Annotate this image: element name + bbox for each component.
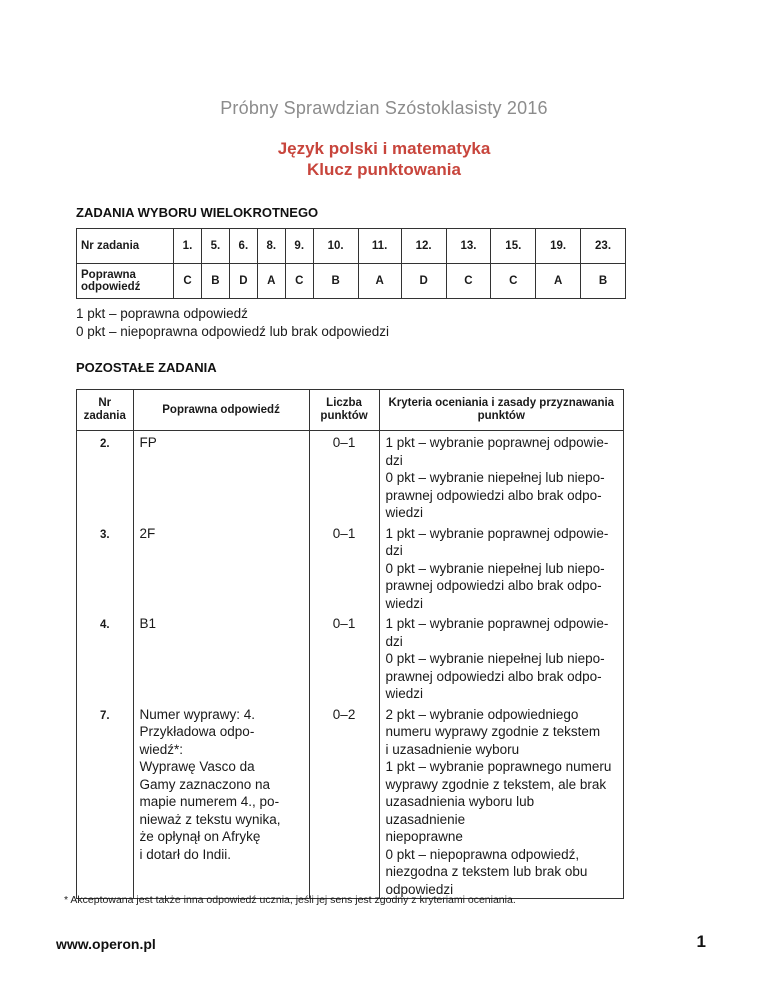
criteria-line: wiedzi xyxy=(385,686,424,701)
scoring-criteria xyxy=(379,703,623,899)
document-subtitle: Klucz punktowania xyxy=(307,160,461,179)
answer-cell: A xyxy=(358,264,401,299)
other-tasks-heading: POZOSTAŁE ZADANIA xyxy=(76,360,217,375)
header-criteria: Kryteria oceniania i zasady przyznawania punktów xyxy=(379,390,623,431)
header-task-number: Nr zadania xyxy=(77,390,134,431)
correct-answer: FP xyxy=(133,431,309,522)
points-range: 0–1 xyxy=(309,431,379,522)
task-number-cell: 13. xyxy=(446,229,491,264)
page-number: 1 xyxy=(696,932,706,951)
criteria-line: 0 pkt – niepoprawna odpowiedź, xyxy=(385,846,580,862)
answer-cell: B xyxy=(313,264,358,299)
multiple-choice-table xyxy=(76,228,626,299)
task-number-cell: 11. xyxy=(358,229,401,264)
task-number: 2. xyxy=(77,431,134,522)
criteria-line: uzasadnienia wyboru lub uzasadnienie xyxy=(385,794,535,827)
criteria-line: 1 pkt – wybranie poprawnej odpowie- xyxy=(385,616,609,631)
task-number-cell: 9. xyxy=(285,229,313,264)
answer-cell: A xyxy=(536,264,581,299)
criteria-line: prawnej odpowiedzi albo brak odpo- xyxy=(385,668,602,684)
scoring-note-incorrect: 0 pkt – niepoprawna odpowiedź lub brak odpowiedzi xyxy=(76,324,389,339)
task-number-cell: 6. xyxy=(229,229,257,264)
publisher-url: www.operon.pl xyxy=(56,936,156,952)
header-correct-answer: Poprawna odpowiedź xyxy=(133,390,309,431)
header-points: Liczba punktów xyxy=(309,390,379,431)
criteria-line: 0 pkt – wybranie niepełnej lub niepo- xyxy=(385,560,605,576)
scoring-criteria xyxy=(379,431,623,522)
answer-label: Poprawna odpowiedź xyxy=(77,264,174,299)
answer-cell: A xyxy=(257,264,285,299)
task-number-cell: 5. xyxy=(201,229,229,264)
footnote: * Akceptowana jest także inna odpowiedź ucznia, jeśli jej sens jest zgodny z kryteriami oceniania. xyxy=(64,894,516,906)
table-header-row xyxy=(77,390,624,431)
criteria-line: 0 pkt – wybranie niepełnej lub niepo- xyxy=(385,651,605,666)
task-number-cell: 15. xyxy=(491,229,536,264)
criteria-line: prawnej odpowiedzi albo brak odpo- xyxy=(385,487,602,503)
criteria-line: numeru wyprawy zgodnie z tekstem xyxy=(385,724,601,739)
answer-line: Wyprawę Vasco da xyxy=(139,759,255,774)
criteria-line: 1 pkt – wybranie poprawnej odpowie- xyxy=(385,525,609,541)
criteria-line: dzi xyxy=(385,633,403,649)
table-row xyxy=(77,612,624,703)
criteria-line: 1 pkt – wybranie poprawnego numeru xyxy=(385,759,612,774)
criteria-line: niezgodna z tekstem lub brak obu xyxy=(385,864,588,879)
task-number-label: Nr zadania xyxy=(77,229,174,264)
criteria-line: wiedzi xyxy=(385,595,424,611)
criteria-line: wiedzi xyxy=(385,505,424,520)
other-tasks-table xyxy=(76,389,624,899)
answer-cell: D xyxy=(401,264,446,299)
criteria-line: 2 pkt – wybranie odpowiedniego xyxy=(385,706,579,722)
answer-line: mapie numerem 4., po- xyxy=(139,794,280,809)
answer-line: Gamy zaznaczono na xyxy=(139,776,271,792)
criteria-line: dzi xyxy=(385,543,403,558)
task-number-cell: 23. xyxy=(581,229,626,264)
task-number: 7. xyxy=(77,703,134,899)
criteria-line: prawnej odpowiedzi albo brak odpo- xyxy=(385,578,602,593)
correct-answer: 2F xyxy=(133,522,309,613)
task-number-cell: 10. xyxy=(313,229,358,264)
answer-cell: B xyxy=(201,264,229,299)
answer-cell: C xyxy=(491,264,536,299)
answer-cell: B xyxy=(581,264,626,299)
task-number-cell: 19. xyxy=(536,229,581,264)
task-number: 4. xyxy=(77,612,134,703)
correct-answer xyxy=(133,703,309,899)
criteria-line: wyprawy zgodnie z tekstem, ale brak xyxy=(385,776,607,792)
points-range: 0–1 xyxy=(309,612,379,703)
answer-cell: D xyxy=(229,264,257,299)
answer-line: Przykładowa odpo- xyxy=(139,724,255,739)
criteria-line: dzi xyxy=(385,452,403,468)
task-number-cell: 1. xyxy=(174,229,202,264)
scoring-criteria xyxy=(379,522,623,613)
task-number-cell: 8. xyxy=(257,229,285,264)
answer-line: wiedź*: xyxy=(139,741,184,757)
scoring-note-correct: 1 pkt – poprawna odpowiedź xyxy=(76,306,248,321)
answer-line: nieważ z tekstu wynika, xyxy=(139,811,281,827)
task-number-row xyxy=(77,229,626,264)
criteria-line: i uzasadnienie wyboru xyxy=(385,741,520,757)
answer-cell: C xyxy=(285,264,313,299)
answer-line: i dotarł do Indii. xyxy=(139,846,232,862)
answer-row xyxy=(77,264,626,299)
task-number-cell: 12. xyxy=(401,229,446,264)
table-row xyxy=(77,522,624,613)
correct-answer: B1 xyxy=(133,612,309,703)
table-row xyxy=(77,703,624,899)
criteria-line: 0 pkt – wybranie niepełnej lub niepo- xyxy=(385,470,605,485)
answer-cell: C xyxy=(174,264,202,299)
table-row xyxy=(77,431,624,522)
points-range: 0–2 xyxy=(309,703,379,899)
multiple-choice-heading: ZADANIA WYBORU WIELOKROTNEGO xyxy=(76,205,319,220)
criteria-line: odpowiedzi xyxy=(385,881,454,897)
criteria-line: niepoprawne xyxy=(385,829,463,844)
subject-title: Język polski i matematyka xyxy=(277,139,491,158)
answer-line: że opłynął on Afrykę xyxy=(139,829,261,844)
criteria-line: 1 pkt – wybranie poprawnej odpowie- xyxy=(385,435,609,450)
page-title: Próbny Sprawdzian Szóstoklasisty 2016 xyxy=(220,98,548,118)
points-range: 0–1 xyxy=(309,522,379,613)
answer-line: Numer wyprawy: 4. xyxy=(139,706,256,722)
task-number: 3. xyxy=(77,522,134,613)
answer-cell: C xyxy=(446,264,491,299)
scoring-criteria xyxy=(379,612,623,703)
